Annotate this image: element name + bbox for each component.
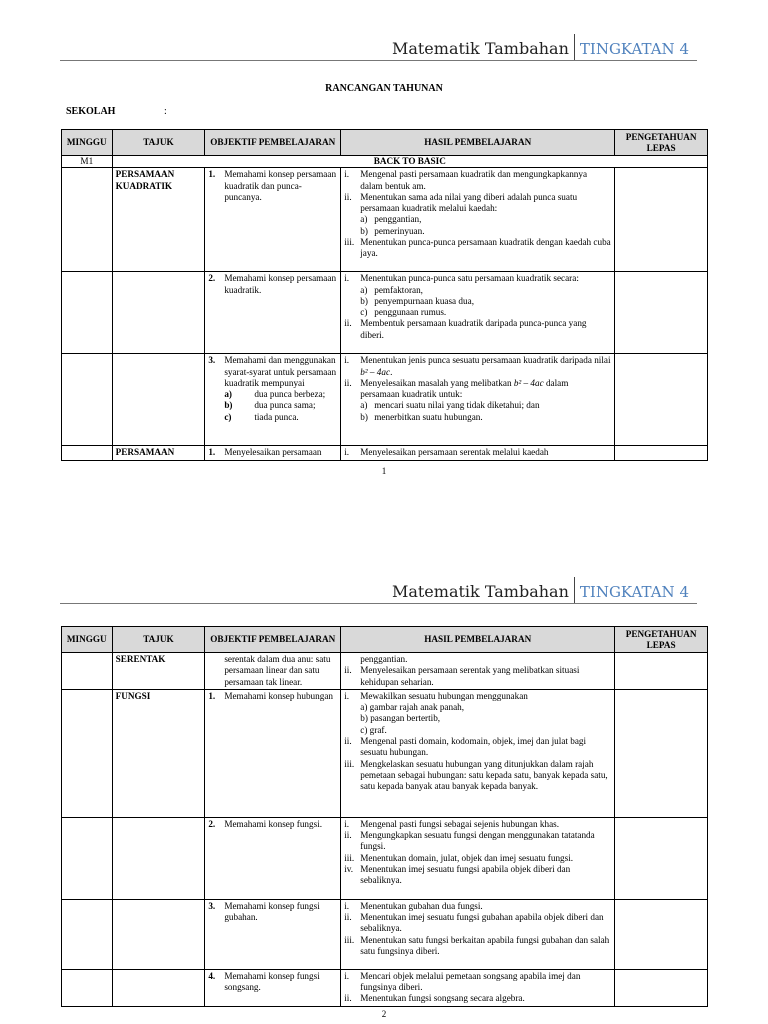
objective-cell — [205, 653, 341, 690]
school-label: SEKOLAH — [66, 106, 116, 117]
header-level: TINGKATAN 4 — [579, 40, 689, 58]
result-cell — [341, 272, 615, 354]
objective-cell — [205, 272, 341, 354]
result-sub-text: pemerinyuan. — [374, 225, 425, 236]
objective-cell — [205, 969, 341, 1006]
objective-sub-text: tiada punca. — [254, 411, 299, 422]
prior-knowledge-cell — [615, 168, 708, 272]
table-row — [62, 689, 708, 817]
objective-sub-number: a) — [224, 389, 232, 400]
objective-sub-number: b) — [224, 400, 233, 411]
result-text: Mengkelaskan sesuatu hubungan yang ditunjukkan dalam rajah pemetaan sebagai hubungan: satu kepada satu, banyak kepada satu, satu kepada banyak atau banyak kepada banyak. — [360, 758, 608, 792]
back-to-basic-label: BACK TO BASIC — [112, 156, 707, 168]
result-text: Menentukan sama ada nilai yang diberi adalah punca suatu persamaan kuadratik melalui kaedah: — [360, 191, 578, 214]
objective-cell — [205, 168, 341, 272]
plan-table-page-2 — [61, 626, 708, 1007]
objective-text: Memahami konsep fungsi. — [224, 818, 323, 829]
result-cell — [341, 969, 615, 1006]
page-2 — [0, 543, 768, 1024]
col-hasil: HASIL PEMBELAJARAN — [341, 130, 615, 156]
result-text: Mewakilkan sesuatu hubungan menggunakan — [360, 690, 528, 701]
week-cell — [62, 446, 113, 460]
result-cell — [341, 899, 615, 969]
col-tajuk: TAJUK — [112, 627, 205, 653]
result-sub-text: menerbitkan suatu hubungan. — [374, 411, 483, 422]
result-sub-number: b) — [360, 411, 368, 422]
result-number: ii. — [344, 912, 352, 923]
result-number: ii. — [344, 993, 352, 1004]
result-number: i. — [344, 447, 350, 458]
result-text: Menyelesaikan masalah yang melibatkan — [360, 377, 512, 388]
result-number: iii. — [344, 852, 355, 863]
result-sub-text: penyempurnaan kuasa dua, — [374, 295, 474, 306]
topic-cell: PERSAMAAN KUADRATIK — [112, 168, 205, 272]
result-text: Membentuk persamaan kuadratik daripada punca-punca yang diberi. — [360, 318, 587, 340]
week-cell — [62, 272, 113, 354]
result-sub-number: a) — [360, 214, 368, 225]
discriminant-formula: b² – 4ac — [360, 366, 391, 377]
objective-text: Menyelesaikan persamaan — [224, 447, 322, 458]
topic-cell: SERENTAK — [112, 653, 205, 690]
objective-sub-number: c) — [224, 411, 232, 422]
result-sub-number: b) — [360, 225, 368, 236]
plan-table-page-1 — [61, 129, 708, 461]
objective-cell — [205, 446, 341, 460]
result-text: penggantian. — [360, 654, 408, 664]
objective-cell — [205, 689, 341, 817]
col-tajuk: TAJUK — [112, 130, 205, 156]
result-sub-number: b) — [360, 295, 368, 306]
topic-cell — [112, 272, 205, 354]
result-sub-number: c) — [360, 307, 368, 318]
col-minggu: MINGGU — [62, 130, 113, 156]
result-sub-number: a) — [360, 284, 368, 295]
table-row — [62, 168, 708, 272]
prior-knowledge-cell — [615, 899, 708, 969]
header-level: TINGKATAN 4 — [579, 583, 689, 601]
topic-cell — [112, 354, 205, 446]
page-header — [60, 0, 697, 61]
objective-text: Memahami konsep hubungan — [224, 690, 334, 701]
result-number: i. — [344, 900, 350, 911]
result-cell — [341, 817, 615, 899]
table-row — [62, 272, 708, 354]
result-sub-text: a) gambar rajah anak panah, — [360, 702, 465, 713]
result-text: Menentukan imej sesuatu fungsi gubahan apabila objek diberi dan sebaliknya. — [360, 912, 604, 934]
result-number: i. — [344, 169, 350, 180]
result-number: i. — [344, 818, 350, 829]
result-text: Menentukan domain, julat, objek dan imej sesuatu fungsi. — [360, 852, 574, 863]
result-sub-text: c) graf. — [360, 724, 387, 735]
objective-number: 3. — [208, 355, 216, 366]
result-number: ii. — [344, 191, 352, 202]
result-number: iii. — [344, 758, 355, 769]
objective-cell — [205, 817, 341, 899]
table-row — [62, 969, 708, 1006]
objective-number: 4. — [208, 970, 216, 981]
objective-cell — [205, 899, 341, 969]
result-number: ii. — [344, 318, 352, 329]
col-objektif: OBJEKTIF PEMBELAJARAN — [205, 627, 341, 653]
objective-text: Memahami dan menggunakan syarat-syarat untuk persamaan kuadratik mempunyai — [224, 355, 337, 388]
result-cell — [341, 689, 615, 817]
page-header — [60, 543, 697, 604]
result-sub-text: penggunaan rumus. — [374, 307, 447, 318]
topic-cell — [112, 817, 205, 899]
result-number: ii. — [344, 830, 352, 841]
prior-knowledge-cell — [615, 653, 708, 690]
result-text: Mengenal pasti fungsi sebagai sejenis hubungan khas. — [360, 818, 560, 829]
result-text: persamaan kuadratik untuk: — [360, 389, 463, 400]
week-cell — [62, 689, 113, 817]
result-text: Mencari objek melalui pemetaan songsang apabila imej dan fungsinya diberi. — [360, 970, 581, 993]
col-minggu: MINGGU — [62, 627, 113, 653]
week-cell — [62, 653, 113, 690]
table-row — [62, 817, 708, 899]
result-text: Menentukan imej sesuatu fungsi apabila objek diberi dan sebaliknya. — [360, 864, 571, 886]
header-subject: Matematik Tambahan — [391, 39, 569, 58]
objective-text: serentak dalam dua anu: satu persamaan linear dan satu persamaan tak linear. — [224, 654, 331, 687]
table-row — [62, 899, 708, 969]
table-row — [62, 156, 708, 168]
result-text: Menyelesaikan persamaan serentak yang melibatkan situasi kehidupan seharian. — [360, 665, 580, 687]
result-cell — [341, 168, 615, 272]
objective-sub-text: dua punca sama; — [254, 400, 316, 411]
table-row — [62, 653, 708, 690]
col-pengetahuan: PENGETAHUAN LEPAS — [615, 130, 708, 156]
objective-number: 3. — [208, 900, 216, 911]
result-sub-number: a) — [360, 400, 368, 411]
result-text: Mengenal pasti domain, kodomain, objek, imej dan julat bagi sesuatu hubungan. — [360, 736, 587, 758]
result-cell — [341, 653, 615, 690]
objective-text: Memahami konsep fungsi songsang. — [224, 970, 320, 993]
col-pengetahuan: PENGETAHUAN LEPAS — [615, 627, 708, 653]
school-field — [66, 106, 167, 117]
topic-cell: FUNGSI — [112, 689, 205, 817]
result-number: ii. — [344, 736, 352, 747]
header-separator — [574, 577, 575, 603]
discriminant-formula: b² – 4ac — [513, 377, 544, 388]
table-row — [62, 446, 708, 460]
prior-knowledge-cell — [615, 446, 708, 460]
result-text: Mengenal pasti persamaan kuadratik dan mengungkapkannya dalam bentuk am. — [360, 169, 588, 191]
result-text: Menyelesaikan persamaan serentak melalui kaedah — [360, 447, 549, 458]
result-text: Menentukan satu fungsi berkaitan apabila fungsi gubahan dan salah satu fungsinya diberi. — [360, 934, 610, 957]
col-objektif: OBJEKTIF PEMBELAJARAN — [205, 130, 341, 156]
objective-number: 2. — [208, 818, 216, 829]
prior-knowledge-cell — [615, 817, 708, 899]
doc-title: RANCANGAN TAHUNAN — [325, 83, 443, 94]
header-subject: Matematik Tambahan — [391, 582, 569, 601]
objective-number: 1. — [208, 690, 216, 701]
week-cell — [62, 168, 113, 272]
week-cell — [62, 969, 113, 1006]
week-cell — [62, 817, 113, 899]
page-number: 2 — [381, 1009, 387, 1019]
week-cell: M1 — [62, 156, 113, 168]
table-header-row — [62, 627, 708, 653]
result-number: i. — [344, 355, 350, 366]
result-number: iii. — [344, 237, 355, 248]
result-text: Menentukan gubahan dua fungsi. — [360, 900, 483, 911]
result-cell — [341, 446, 615, 460]
result-number: iii. — [344, 934, 355, 945]
result-number: i. — [344, 273, 350, 284]
topic-cell — [112, 969, 205, 1006]
table-header-row — [62, 130, 708, 156]
objective-sub-text: dua punca berbeza; — [254, 389, 326, 400]
result-text: Mengungkapkan sesuatu fungsi dengan menggunakan tatatanda fungsi. — [360, 830, 595, 852]
result-number: i. — [344, 970, 350, 981]
result-sub-text: pemfaktoran, — [374, 284, 423, 295]
topic-cell — [112, 899, 205, 969]
result-cell: i. Menentukan jenis punca sesuatu persamaan kuadratik daripada nilai b² – 4ac. ii. Menyelesaikan masalah yang melibatkan b² – 4ac dalam persamaan kuadratik untuk: a) mencari suatu nilai yang tidak diketahui; dan b) menerbitkan suatu hubungan. — [341, 354, 615, 446]
result-sub-text: mencari suatu nilai yang tidak diketahui; dan — [374, 400, 540, 411]
objective-cell — [205, 354, 341, 446]
prior-knowledge-cell — [615, 689, 708, 817]
result-text: Menentukan punca-punca persamaan kuadratik dengan kaedah cuba jaya. — [360, 237, 611, 259]
table-row — [62, 354, 708, 446]
header-separator — [574, 34, 575, 60]
result-number: ii. — [344, 377, 352, 388]
prior-knowledge-cell — [615, 969, 708, 1006]
result-text: Menentukan jenis punca sesuatu persamaan kuadratik daripada nilai — [360, 355, 611, 366]
result-text: Menentukan punca-punca satu persamaan kuadratik secara: — [360, 273, 579, 284]
result-number: i. — [344, 690, 350, 701]
objective-number: 1. — [208, 169, 216, 180]
objective-number: 2. — [208, 273, 216, 284]
result-number: iv. — [344, 864, 354, 875]
objective-number: 1. — [208, 447, 216, 458]
topic-cell: PERSAMAAN — [112, 446, 205, 460]
week-cell — [62, 354, 113, 446]
result-text: Menentukan fungsi songsang secara algebra. — [360, 993, 525, 1004]
prior-knowledge-cell — [615, 354, 708, 446]
objective-text: Memahami konsep persamaan kuadratik. — [224, 273, 337, 295]
result-text: dalam — [545, 377, 569, 388]
school-colon: : — [164, 106, 167, 117]
page-number: 1 — [381, 466, 387, 476]
col-hasil: HASIL PEMBELAJARAN — [341, 627, 615, 653]
result-sub-text: b) pasangan bertertib, — [360, 713, 441, 724]
result-number: ii. — [344, 665, 352, 676]
objective-text: Memahami konsep persamaan kuadratik dan punca-puncanya. — [224, 169, 337, 202]
week-cell — [62, 899, 113, 969]
prior-knowledge-cell — [615, 272, 708, 354]
page-1 — [0, 0, 768, 490]
objective-text: Memahami konsep fungsi gubahan. — [224, 900, 320, 923]
result-sub-text: penggantian, — [374, 214, 422, 225]
